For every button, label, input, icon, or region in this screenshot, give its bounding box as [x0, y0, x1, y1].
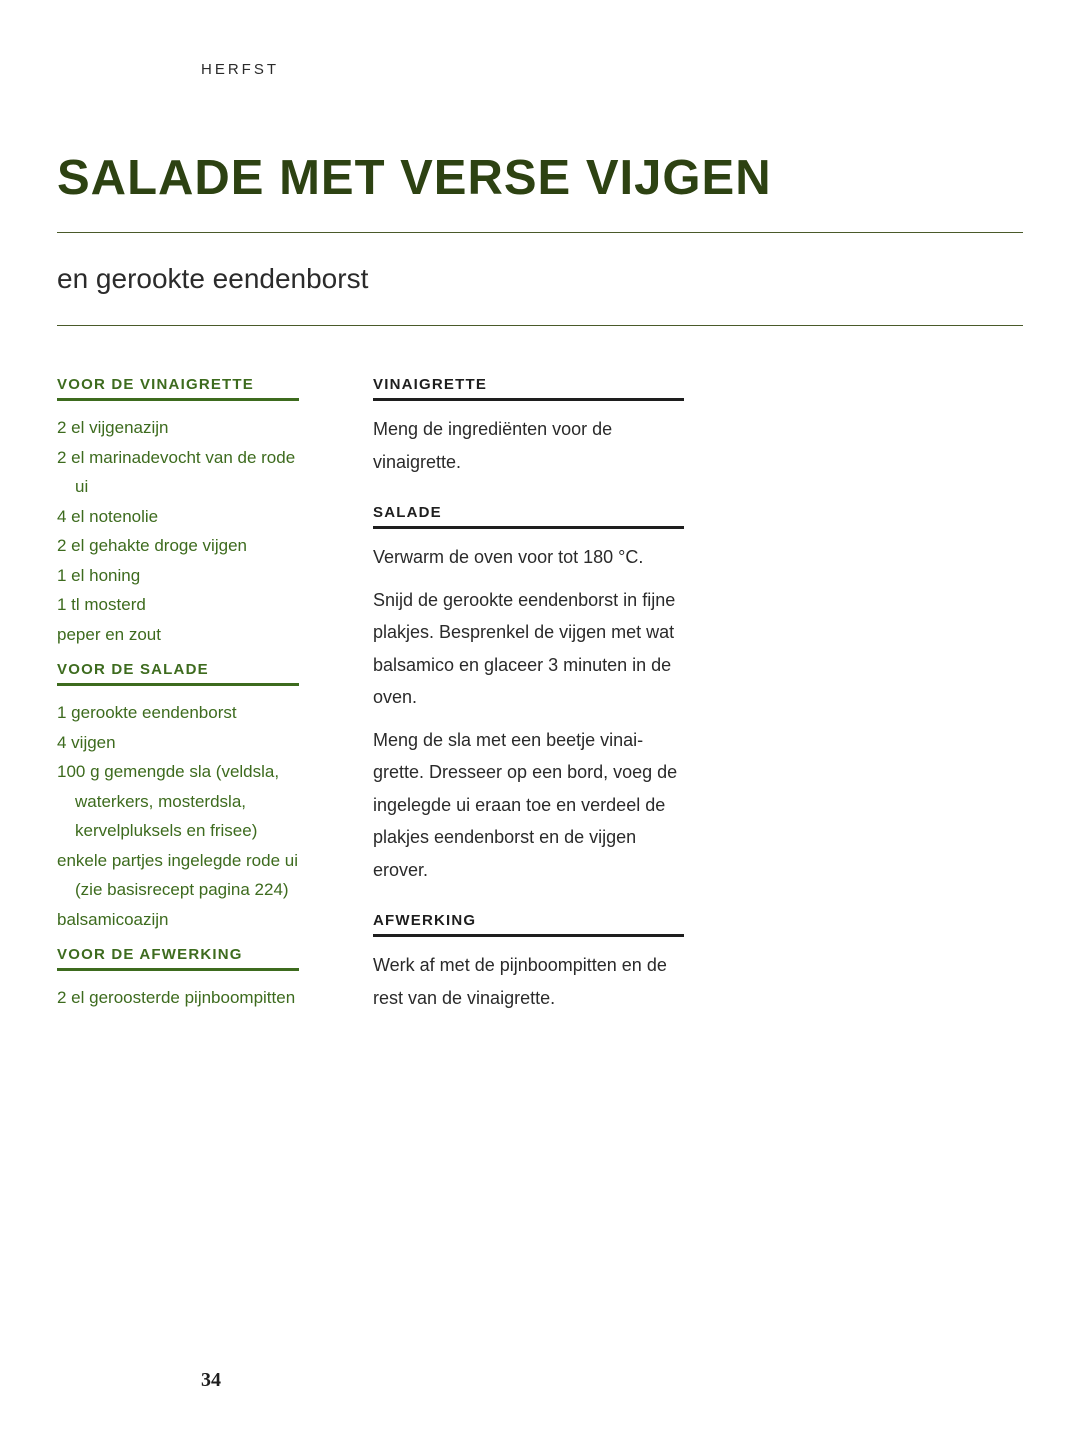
method-paragraph: Verwarm de oven voor tot 180 °C.: [373, 547, 644, 567]
ingredient-group-heading: VOOR DE SALADE: [57, 661, 299, 686]
method-body: [373, 413, 684, 478]
method-paragraph: Snijd de gerookte eendenborst in fijne plakjes. Besprenkel de vijgen met wat balsamico en glaceer 3 minuten in de oven.: [373, 589, 676, 707]
ingredient-item: peper en zout: [57, 624, 161, 644]
method-body: [373, 949, 684, 1014]
ingredient-item: 4 el notenolie: [57, 506, 159, 526]
section-label: HERFST: [201, 61, 279, 78]
page-number: 34: [201, 1369, 221, 1391]
method-paragraph: Meng de sla met een beetje vinaigrette. Dresseer op een bord, voeg de ingelegde ui eraan toe en verdeel de plakjes eendenborst en de vijgen erover.: [373, 729, 678, 880]
ingredient-group-heading: VOOR DE AFWERKING: [57, 946, 299, 971]
ingredient-item: 100 g gemengde sla (veldsla, waterkers, mosterdsla, kervelpluksels en frisee): [57, 762, 280, 840]
method-body: [373, 541, 684, 886]
method-section-salade: [373, 504, 684, 886]
ingredient-item: 4 vijgen: [57, 732, 116, 752]
ingredient-group-heading: VOOR DE VINAIGRETTE: [57, 376, 299, 401]
recipe-subtitle: en gerookte eendenborst: [57, 263, 369, 294]
ingredient-item: 1 tl mosterd: [57, 595, 146, 614]
title-divider: [57, 232, 1023, 233]
ingredient-item: 2 el geroosterde pijnboompitten: [57, 988, 296, 1007]
ingredient-group-vinaigrette: [57, 376, 299, 649]
ingredient-list: [57, 698, 299, 934]
method-paragraph: Meng de ingrediënten voor de vinaigrette.: [373, 419, 613, 472]
method-section-afwerking: [373, 912, 684, 1014]
ingredient-list: [57, 413, 299, 649]
ingredient-group-salade: [57, 661, 299, 934]
ingredient-item: balsamicoazijn: [57, 909, 169, 929]
ingredient-item: 2 el marinadevocht van de rode ui: [57, 447, 296, 496]
method-column: [373, 376, 684, 1040]
method-section-vinaigrette: [373, 376, 684, 478]
method-heading: AFWERKING: [373, 912, 684, 937]
ingredient-list: [57, 983, 299, 1013]
ingredient-item: 2 el vijgenazijn: [57, 418, 169, 437]
ingredient-item: 1 gerookte eendenborst: [57, 703, 237, 722]
ingredient-item: enkele partjes ingelegde rode ui (zie basisrecept pagina 224): [57, 850, 299, 899]
method-heading: VINAIGRETTE: [373, 376, 684, 401]
method-heading: SALADE: [373, 504, 684, 529]
method-paragraph: Werk af met de pijnboompitten en de rest van de vinaigrette.: [373, 955, 667, 1008]
ingredients-column: [57, 376, 299, 1025]
ingredient-group-afwerking: [57, 946, 299, 1013]
ingredient-item: 1 el honing: [57, 565, 141, 585]
ingredient-item: 2 el gehakte droge vijgen: [57, 536, 247, 555]
recipe-title: SALADE MET VERSE VIJGEN: [57, 151, 772, 205]
subtitle-divider: [57, 325, 1023, 326]
